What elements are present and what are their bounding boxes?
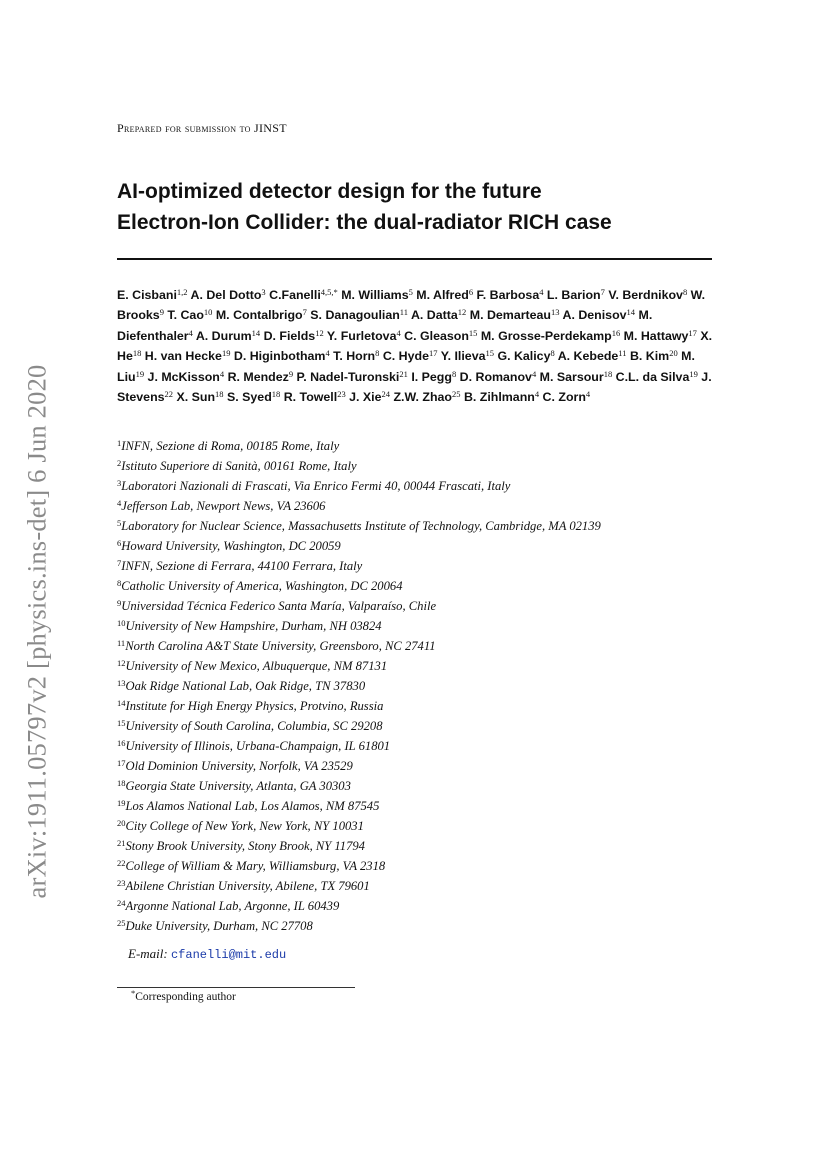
affiliation-item — [117, 756, 717, 776]
author-affiliation-mark: 7 — [600, 287, 605, 297]
author — [269, 288, 338, 302]
submission-note: Prepared for submission to JINST — [117, 121, 287, 135]
author-name: X. He — [117, 328, 713, 364]
author-name: M. Contalbrigo — [215, 308, 303, 323]
footnote — [131, 988, 236, 1003]
author — [404, 329, 477, 343]
affiliation-item — [117, 476, 717, 496]
author — [608, 288, 687, 302]
author-name: L. Barion — [546, 288, 601, 302]
author-name: R. Towell — [283, 390, 338, 405]
author-name: J. Xie — [349, 390, 382, 405]
author-name: I. Pegg — [411, 369, 452, 384]
author-name: C. Hyde — [382, 349, 429, 364]
affiliation-item — [117, 856, 717, 876]
affiliation-text: University of Illinois, Urbana-Champaign, IL 61801 — [125, 739, 391, 753]
author-name: M. Sarsour — [539, 369, 604, 384]
author-affiliation-mark: 4,5,* — [320, 287, 338, 297]
author — [216, 308, 307, 322]
author — [558, 349, 627, 363]
affiliation-item — [117, 736, 717, 756]
affiliation-number: 16 — [117, 738, 126, 748]
author-affiliation-mark: 25 — [451, 389, 461, 400]
author-name: M. Hattawy — [623, 328, 689, 343]
affiliation-item — [117, 456, 717, 476]
affiliation-item — [117, 836, 717, 856]
author-name: X. Sun — [176, 390, 216, 405]
author — [284, 390, 346, 404]
paper-title — [117, 176, 717, 238]
affiliation-text: Argonne National Lab, Argonne, IL 60439 — [125, 899, 340, 913]
author — [416, 288, 473, 302]
author-affiliation-mark: 8 — [550, 348, 555, 359]
author — [470, 308, 560, 322]
author-name: Z.W. Zhao — [393, 390, 452, 405]
author-name: A. Del Dotto — [190, 288, 262, 302]
author-name: J. McKisson — [147, 369, 220, 384]
affiliation-text: Catholic University of America, Washington, DC 20064 — [121, 579, 403, 593]
affiliation-item — [117, 636, 717, 656]
author-name: B. Kim — [629, 349, 670, 364]
affiliation-text: North Carolina A&T State University, Greensboro, NC 27411 — [125, 639, 436, 653]
affiliation-number: 2 — [117, 458, 122, 468]
author — [333, 349, 379, 363]
author-name: M. Williams — [341, 288, 409, 302]
author-affiliation-mark: 3 — [261, 287, 266, 297]
author-name: A. Durum — [195, 328, 252, 343]
affiliation-number: 20 — [117, 818, 126, 828]
affiliation-number: 10 — [117, 618, 126, 628]
author — [310, 308, 408, 322]
author-affiliation-mark: 18 — [271, 389, 281, 400]
affiliation-text: University of South Carolina, Columbia, SC 29208 — [125, 719, 383, 733]
author-name: A. Datta — [410, 308, 458, 323]
author-affiliation-mark: 19 — [135, 368, 145, 379]
author-name: M. Alfred — [416, 288, 469, 302]
author-affiliation-mark: 4 — [534, 389, 540, 400]
author-affiliation-mark: 20 — [669, 348, 678, 359]
author-name: D. Higinbotham — [233, 349, 326, 364]
arxiv-identifier-text: arXiv:1911.05797v2 [physics.ins-det] 6 Jun 2020 — [21, 364, 52, 898]
affiliation-item — [117, 436, 717, 456]
author-name: V. Berdnikov — [608, 288, 683, 302]
affiliation-text: INFN, Sezione di Roma, 00185 Rome, Italy — [121, 439, 340, 453]
author-affiliation-mark: 4 — [531, 368, 537, 379]
author-name: A. Denisov — [562, 308, 627, 323]
author-name: R. Mendez — [227, 369, 289, 384]
author-affiliation-mark: 12 — [457, 307, 467, 318]
affiliation-number: 19 — [117, 798, 126, 808]
affiliation-number: 18 — [117, 778, 126, 788]
author-affiliation-mark: 8 — [682, 287, 688, 297]
affiliation-number: 6 — [117, 538, 122, 548]
author-list — [117, 285, 717, 407]
footnote-rule — [117, 987, 355, 988]
author-affiliation-mark: 18 — [132, 348, 142, 359]
author-name: C. Gleason — [404, 328, 469, 343]
author — [264, 329, 324, 343]
affiliation-number: 3 — [117, 478, 122, 488]
affiliation-text: Jefferson Lab, Newport News, VA 23606 — [121, 499, 326, 513]
affiliation-item — [117, 516, 717, 536]
affiliation-text: Old Dominion University, Norfolk, VA 23529 — [125, 759, 353, 773]
author — [616, 370, 698, 384]
affiliation-item — [117, 656, 717, 676]
author-affiliation-mark: 18 — [215, 389, 224, 400]
author-name: M. Liu — [117, 349, 695, 384]
affiliation-number: 5 — [117, 518, 122, 528]
affiliation-item — [117, 776, 717, 796]
author-affiliation-mark: 4 — [219, 368, 225, 379]
author-name: F. Barbosa — [476, 288, 540, 302]
author-affiliation-mark: 6 — [468, 287, 474, 297]
author-name: H. van Hecke — [144, 349, 222, 364]
author — [191, 288, 266, 302]
author — [234, 349, 330, 363]
affiliation-text: Universidad Técnica Federico Santa María, Valparaíso, Chile — [121, 599, 437, 613]
author-affiliation-mark: 22 — [164, 389, 174, 400]
author-affiliation-mark: 14 — [626, 307, 636, 318]
affiliation-item — [117, 536, 717, 556]
author — [148, 370, 225, 384]
author — [481, 329, 620, 343]
author-affiliation-mark: 11 — [618, 348, 627, 359]
author — [441, 349, 494, 363]
author-affiliation-mark: 17 — [428, 348, 438, 359]
author — [341, 288, 413, 302]
author-affiliation-mark: 10 — [203, 307, 213, 318]
author — [227, 390, 280, 404]
author — [460, 370, 537, 384]
title-rule — [117, 258, 712, 260]
affiliation-item — [117, 896, 717, 916]
affiliation-item — [117, 796, 717, 816]
affiliation-number: 15 — [117, 718, 126, 728]
author — [196, 329, 260, 343]
author-affiliation-mark: 24 — [381, 389, 391, 400]
author-affiliation-mark: 7 — [302, 307, 307, 318]
author-affiliation-mark: 23 — [337, 389, 346, 400]
author-affiliation-mark: 19 — [689, 368, 698, 379]
author-affiliation-mark: 17 — [688, 327, 697, 338]
affiliation-text: Laboratori Nazionali di Frascati, Via Enrico Fermi 40, 00044 Frascati, Italy — [121, 479, 511, 493]
author — [176, 390, 223, 404]
author — [228, 370, 294, 384]
author-name: C. Zorn — [542, 390, 586, 405]
footnote-mark: * — [131, 988, 136, 998]
author-affiliation-mark: 8 — [375, 348, 380, 359]
author — [297, 370, 408, 384]
author — [411, 370, 456, 384]
author — [327, 329, 401, 343]
affiliation-number: 23 — [117, 878, 126, 888]
author-affiliation-mark: 4 — [396, 327, 401, 338]
affiliation-text: Duke University, Durham, NC 27708 — [125, 919, 313, 933]
author — [547, 288, 605, 302]
affiliation-number: 9 — [117, 598, 122, 608]
affiliation-number: 7 — [117, 558, 122, 568]
author-affiliation-mark: 15 — [468, 327, 478, 338]
author-name: D. Romanov — [459, 369, 532, 384]
author — [624, 329, 697, 343]
affiliation-number: 21 — [117, 838, 126, 848]
affiliation-text: Stony Brook University, Stony Brook, NY 11794 — [125, 839, 365, 853]
author — [477, 288, 544, 302]
arxiv-identifier-stamp — [16, 346, 58, 916]
author — [145, 349, 231, 363]
author — [383, 349, 438, 363]
affiliation-text: Istituto Superiore di Sanità, 00161 Rome, Italy — [121, 459, 357, 473]
affiliation-item — [117, 876, 717, 896]
paper-title-line-2: Electron-Ion Collider: the dual-radiator RICH case — [117, 211, 612, 234]
affiliation-number: 4 — [117, 498, 122, 508]
affiliation-number: 14 — [117, 698, 126, 708]
author-name: M. Diefenthaler — [117, 308, 653, 343]
author-affiliation-mark: 13 — [551, 307, 560, 318]
author-affiliation-mark: 4 — [585, 389, 591, 400]
author-affiliation-mark: 9 — [159, 307, 164, 318]
author-name: C.L. da Silva — [615, 369, 690, 384]
author-name: M. Demarteau — [469, 308, 552, 323]
author-affiliation-mark: 16 — [611, 327, 621, 338]
affiliation-item — [117, 496, 717, 516]
affiliation-text: University of New Hampshire, Durham, NH 03824 — [125, 619, 382, 633]
affiliation-item — [117, 696, 717, 716]
affiliation-text: College of William & Mary, Williamsburg, VA 2318 — [125, 859, 386, 873]
author-name: T. Cao — [167, 308, 204, 323]
affiliation-text: Los Alamos National Lab, Los Alamos, NM 87545 — [125, 799, 380, 813]
affiliation-number: 12 — [117, 658, 126, 668]
affiliation-item — [117, 596, 717, 616]
affiliation-text: Institute for High Energy Physics, Protvino, Russia — [125, 699, 384, 713]
affiliation-text: Abilene Christian University, Abilene, TX 79601 — [125, 879, 370, 893]
affiliation-number: 1 — [117, 438, 122, 448]
author — [349, 390, 390, 404]
author — [497, 349, 554, 363]
author-affiliation-mark: 12 — [315, 327, 324, 338]
author-affiliation-mark: 21 — [399, 368, 408, 379]
author-name: C.Fanelli — [269, 288, 321, 302]
author-name: G. Kalicy — [497, 349, 551, 364]
affiliation-item — [117, 676, 717, 696]
affiliation-item — [117, 816, 717, 836]
author-name: D. Fields — [263, 328, 316, 343]
affiliation-number: 13 — [117, 678, 126, 688]
affiliation-number: 8 — [117, 578, 122, 588]
author — [563, 308, 636, 322]
author-name: A. Kebede — [557, 349, 619, 364]
author — [167, 308, 212, 322]
affiliation-item — [117, 616, 717, 636]
affiliation-item — [117, 556, 717, 576]
email-label: E-mail: — [128, 946, 168, 961]
affiliation-text: Howard University, Washington, DC 20059 — [121, 539, 341, 553]
author-affiliation-mark: 4 — [539, 287, 544, 297]
affiliation-number: 11 — [117, 638, 126, 648]
author-name: P. Nadel-Turonski — [296, 369, 400, 384]
affiliation-text: Oak Ridge National Lab, Oak Ridge, TN 37830 — [125, 679, 366, 693]
author-affiliation-mark: 8 — [451, 368, 457, 379]
author — [540, 370, 613, 384]
affiliation-number: 24 — [117, 898, 126, 908]
affiliation-number: 22 — [117, 858, 126, 868]
author-name: M. Grosse-Perdekamp — [480, 328, 612, 343]
author — [464, 390, 539, 404]
author — [393, 390, 460, 404]
author-name: Y. Ilieva — [440, 349, 486, 364]
email-link[interactable]: cfanelli@mit.edu — [170, 948, 287, 962]
affiliation-text: City College of New York, New York, NY 10031 — [125, 819, 364, 833]
author-name: Y. Furletova — [326, 328, 397, 343]
author-name: S. Danagoulian — [310, 308, 400, 323]
author-name: B. Zihlmann — [463, 390, 535, 405]
contact-email — [128, 946, 286, 962]
affiliation-item — [117, 716, 717, 736]
author-affiliation-mark: 9 — [288, 368, 294, 379]
author — [630, 349, 678, 363]
affiliation-number: 17 — [117, 758, 126, 768]
footnote-text: Corresponding author — [135, 991, 236, 1003]
author-affiliation-mark: 18 — [603, 368, 613, 379]
author-affiliation-mark: 14 — [251, 327, 261, 338]
author-name: J. Stevens — [117, 369, 712, 405]
affiliation-text: Georgia State University, Atlanta, GA 30303 — [125, 779, 351, 793]
author — [117, 288, 188, 302]
author-name: S. Syed — [227, 390, 272, 405]
author-name: E. Cisbani — [117, 288, 177, 302]
affiliation-text: University of New Mexico, Albuquerque, NM 87131 — [125, 659, 388, 673]
affiliation-list — [117, 436, 717, 936]
affiliation-item — [117, 576, 717, 596]
affiliation-text: Laboratory for Nuclear Science, Massachusetts Institute of Technology, Cambridge, MA 02139 — [121, 519, 601, 533]
author-affiliation-mark: 4 — [325, 348, 330, 359]
author-affiliation-mark: 5 — [408, 287, 413, 297]
author — [543, 390, 591, 404]
author-affiliation-mark: 1,2 — [176, 287, 188, 297]
author-affiliation-mark: 11 — [399, 307, 408, 318]
author — [411, 308, 466, 322]
affiliation-text: INFN, Sezione di Ferrara, 44100 Ferrara, Italy — [121, 559, 363, 573]
affiliation-number: 25 — [117, 918, 126, 928]
author-name: T. Horn — [333, 349, 376, 364]
paper-title-line-1: AI-optimized detector design for the future — [117, 180, 542, 203]
affiliation-item — [117, 916, 717, 936]
author-affiliation-mark: 19 — [221, 348, 231, 359]
author-name: W. Brooks — [117, 288, 706, 323]
author-affiliation-mark: 15 — [485, 348, 494, 359]
author-affiliation-mark: 4 — [188, 327, 193, 338]
